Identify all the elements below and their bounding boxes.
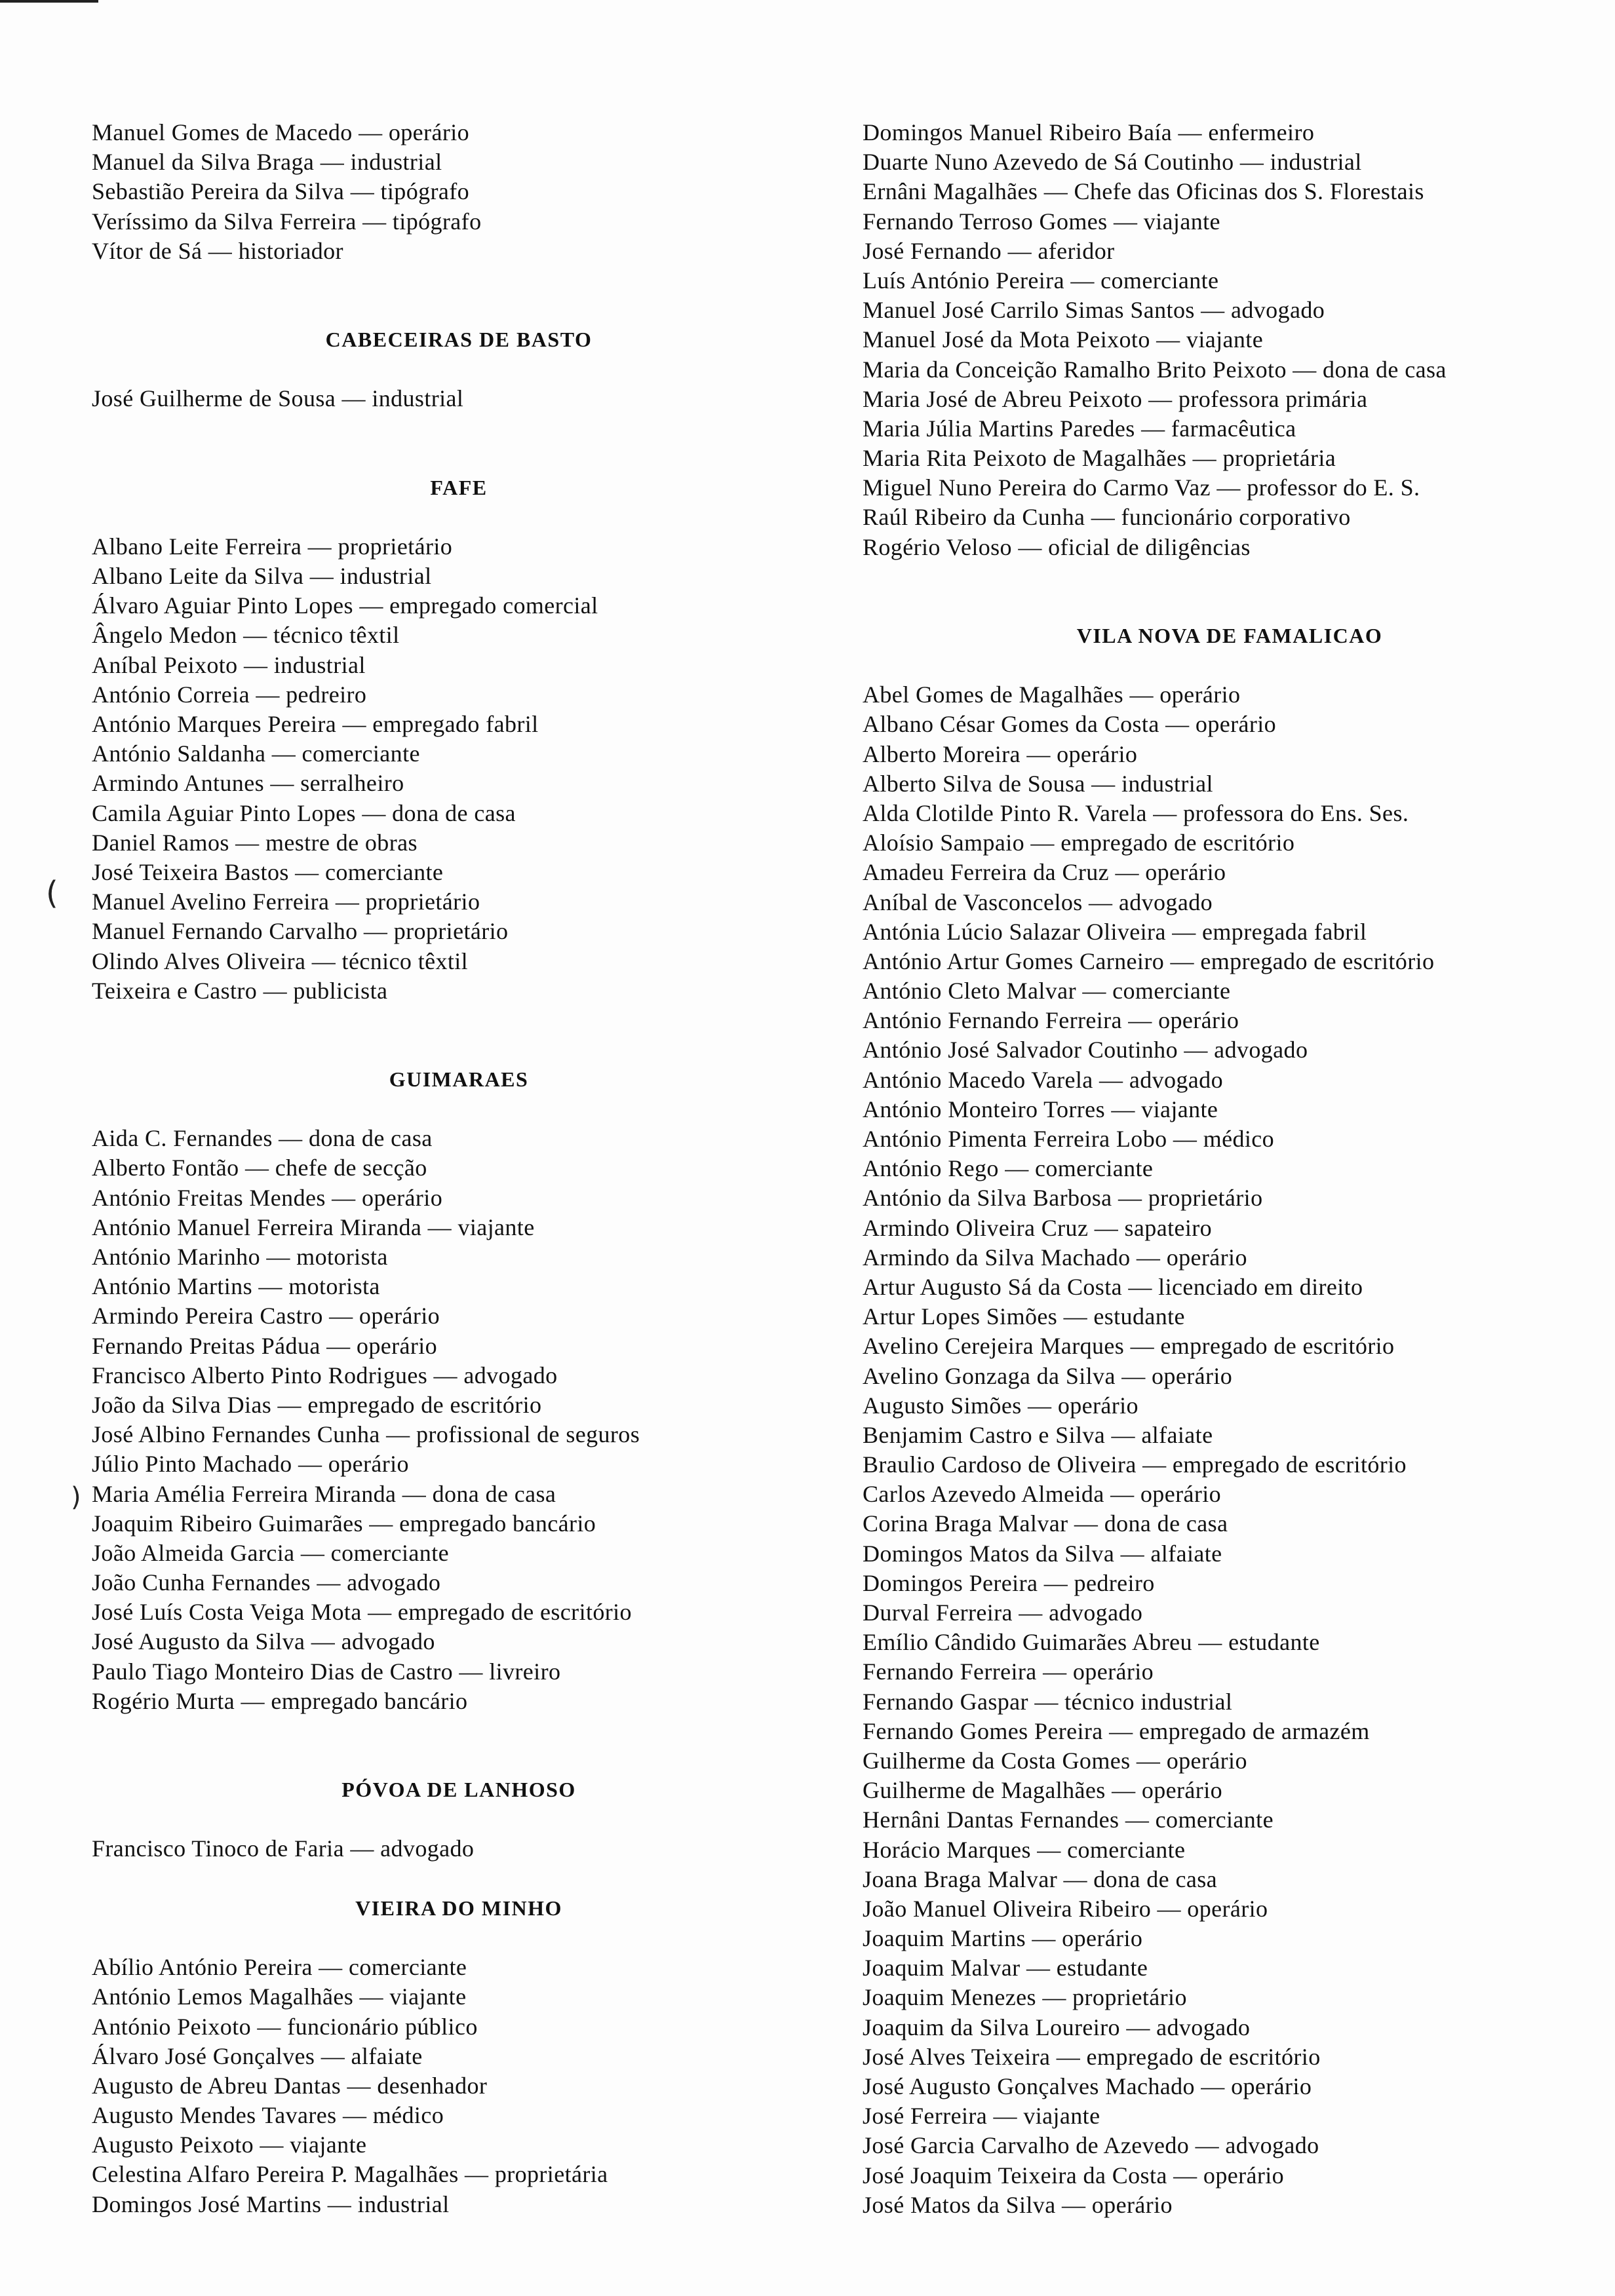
- list-item: Armindo Pereira Castro — operário: [92, 1303, 440, 1330]
- list-item: Fernando Preitas Pádua — operário: [92, 1332, 438, 1359]
- list-item: Fernando Gaspar — técnico industrial: [863, 1688, 1233, 1715]
- list-item: Francisco Tinoco de Faria — advogado: [92, 1835, 475, 1862]
- list-item: João da Silva Dias — empregado de escritório: [92, 1391, 542, 1418]
- list-item: João Cunha Fernandes — advogado: [92, 1569, 441, 1596]
- list-item: Domingos Pereira — pedreiro: [863, 1569, 1155, 1596]
- list-item: Manuel Gomes de Macedo — operário: [92, 119, 470, 145]
- list-item: Aníbal Peixoto — industrial: [92, 651, 366, 678]
- handwritten-tick-mark: ): [71, 1482, 81, 1512]
- list-item: Armindo da Silva Machado — operário: [863, 1244, 1247, 1271]
- list-item: Braulio Cardoso de Oliveira — empregado de escritório: [863, 1451, 1407, 1478]
- list-item: Miguel Nuno Pereira do Carmo Vaz — professor do E. S.: [863, 474, 1420, 501]
- list-item: Manuel da Silva Braga — industrial: [92, 149, 442, 176]
- handwritten-bracket-mark: (: [46, 875, 58, 911]
- list-item: Manuel José Carrilo Simas Santos — advogado: [863, 297, 1325, 324]
- list-item: Joaquim Menezes — proprietário: [863, 1984, 1187, 2011]
- list-item: Amadeu Ferreira da Cruz — operário: [863, 859, 1226, 886]
- list-item: Joaquim Ribeiro Guimarães — empregado bancário: [92, 1510, 596, 1537]
- list-item: Augusto Mendes Tavares — médico: [92, 2102, 444, 2129]
- list-item: António Correia — pedreiro: [92, 681, 367, 708]
- list-item: Albano Leite Ferreira — proprietário: [92, 533, 453, 560]
- list-item: Rogério Veloso — oficial de diligências: [863, 533, 1251, 560]
- list-item: Avelino Gonzaga da Silva — operário: [863, 1362, 1233, 1389]
- famalicao-list: [863, 680, 1597, 2220]
- list-item: António Martins — motorista: [92, 1273, 380, 1300]
- list-item: Emílio Cândido Guimarães Abreu — estudante: [863, 1629, 1320, 1656]
- list-item: Durval Ferreira — advogado: [863, 1599, 1143, 1626]
- list-item: Abílio António Pereira — comerciante: [92, 1954, 467, 1981]
- list-item: António Manuel Ferreira Miranda — viajante: [92, 1214, 535, 1240]
- list-item: Celestina Alfaro Pereira P. Magalhães — proprietária: [92, 2161, 608, 2188]
- list-item: Manuel José da Mota Peixoto — viajante: [863, 326, 1264, 353]
- list-item: Fernando Terroso Gomes — viajante: [863, 208, 1220, 235]
- list-item: Hernâni Dantas Fernandes — comerciante: [863, 1807, 1274, 1833]
- list-item: Alberto Fontão — chefe de secção: [92, 1155, 427, 1181]
- list-item: Olindo Alves Oliveira — técnico têxtil: [92, 947, 469, 974]
- list-item: Álvaro Aguiar Pinto Lopes — empregado comercial: [92, 592, 598, 619]
- list-item: Armindo Oliveira Cruz — sapateiro: [863, 1214, 1213, 1241]
- list-item: Antónia Lúcio Salazar Oliveira — empregada fabril: [863, 918, 1367, 945]
- list-item: José Fernando — aferidor: [863, 237, 1115, 264]
- list-item: António Fernando Ferreira — operário: [863, 1007, 1239, 1034]
- fafe-list: [92, 532, 826, 1006]
- section-heading-famalicao: VILA NOVA DE FAMALICAO: [1076, 623, 1383, 647]
- list-item: António Monteiro Torres — viajante: [863, 1096, 1218, 1122]
- list-item: Carlos Azevedo Almeida — operário: [863, 1481, 1222, 1508]
- intro-list: [92, 118, 826, 266]
- list-item: Artur Augusto Sá da Costa — licenciado em direito: [863, 1273, 1363, 1300]
- list-item: António Lemos Magalhães — viajante: [92, 1983, 467, 2010]
- list-item: António Freitas Mendes — operário: [92, 1184, 443, 1211]
- list-item: Avelino Cerejeira Marques — empregado de escritório: [863, 1333, 1395, 1360]
- list-item: António Artur Gomes Carneiro — empregado de escritório: [863, 947, 1435, 974]
- list-item: Vítor de Sá — historiador: [92, 237, 343, 264]
- section-heading-guimaraes: GUIMARAES: [389, 1067, 529, 1091]
- list-item: Augusto Peixoto — viajante: [92, 2132, 367, 2158]
- list-item: Daniel Ramos — mestre de obras: [92, 829, 418, 856]
- list-item: António da Silva Barbosa — proprietário: [863, 1185, 1263, 1212]
- list-item: António Marinho — motorista: [92, 1244, 388, 1270]
- list-item: Maria Júlia Martins Paredes — farmacêutica: [863, 415, 1296, 442]
- list-item: José Alves Teixeira — empregado de escritório: [863, 2043, 1321, 2070]
- list-item: Sebastião Pereira da Silva — tipógrafo: [92, 178, 470, 205]
- vieira-list: [92, 1953, 826, 2219]
- list-item: Joaquim Martins — operário: [863, 1925, 1143, 1952]
- list-item: José Garcia Carvalho de Azevedo — advogado: [863, 2132, 1319, 2159]
- list-item: Domingos Matos da Silva — alfaiate: [863, 1540, 1222, 1567]
- list-item: Álvaro José Gonçalves — alfaiate: [92, 2042, 423, 2069]
- list-item: Júlio Pinto Machado — operário: [92, 1451, 409, 1478]
- list-item: António Peixoto — funcionário público: [92, 2013, 478, 2040]
- list-item: Joaquim da Silva Loureiro — advogado: [863, 2014, 1251, 2040]
- list-item: Ângelo Medon — técnico têxtil: [92, 622, 400, 649]
- list-item: Rogério Murta — empregado bancário: [92, 1687, 468, 1714]
- list-item: Maria Amélia Ferreira Miranda — dona de casa: [92, 1480, 556, 1507]
- list-item: Guilherme da Costa Gomes — operário: [863, 1747, 1247, 1774]
- list-item: Domingos Manuel Ribeiro Baía — enfermeiro: [863, 119, 1315, 145]
- list-item: Veríssimo da Silva Ferreira — tipógrafo: [92, 208, 482, 235]
- list-item: Fernando Gomes Pereira — empregado de armazém: [863, 1717, 1370, 1744]
- list-item: Albano César Gomes da Costa — operário: [863, 711, 1277, 738]
- section-heading-fafe: FAFE: [430, 475, 488, 499]
- list-item: António Cleto Malvar — comerciante: [863, 978, 1231, 1004]
- list-item: José Augusto da Silva — advogado: [92, 1628, 435, 1655]
- list-item: Maria da Conceição Ramalho Brito Peixoto — dona de casa: [863, 356, 1447, 383]
- list-item: José Ferreira — viajante: [863, 2103, 1100, 2130]
- list-item: Maria Rita Peixoto de Magalhães — proprietária: [863, 445, 1336, 472]
- list-item: Albano Leite da Silva — industrial: [92, 563, 432, 590]
- list-item: Aníbal de Vasconcelos — advogado: [863, 889, 1213, 915]
- list-item: Domingos José Martins — industrial: [92, 2191, 450, 2217]
- list-item: João Almeida Garcia — comerciante: [92, 1539, 449, 1566]
- top-rule: [0, 0, 98, 3]
- list-item: Ernâni Magalhães — Chefe das Oficinas dos S. Florestais: [863, 178, 1424, 205]
- guimaraes-list: [92, 1124, 826, 1716]
- list-item: António José Salvador Coutinho — advogado: [863, 1037, 1308, 1063]
- list-item: Manuel Avelino Ferreira — proprietário: [92, 889, 480, 915]
- list-item: Fernando Ferreira — operário: [863, 1658, 1154, 1685]
- list-item: Francisco Alberto Pinto Rodrigues — advogado: [92, 1362, 558, 1388]
- list-item: Alberto Moreira — operário: [863, 740, 1138, 767]
- list-item: Armindo Antunes — serralheiro: [92, 770, 404, 797]
- intro-list: [863, 118, 1597, 562]
- list-item: Manuel Fernando Carvalho — proprietário: [92, 918, 509, 945]
- list-item: Alda Clotilde Pinto R. Varela — professora do Ens. Ses.: [863, 799, 1409, 826]
- list-item: Luís António Pereira — comerciante: [863, 267, 1219, 294]
- list-item: António Macedo Varela — advogado: [863, 1066, 1223, 1093]
- list-item: António Saldanha — comerciante: [92, 740, 420, 767]
- list-item: Benjamim Castro e Silva — alfaiate: [863, 1421, 1213, 1448]
- section-heading-vieira: VIEIRA DO MINHO: [355, 1896, 562, 1920]
- list-item: António Marques Pereira — empregado fabril: [92, 711, 539, 737]
- list-item: António Rego — comerciante: [863, 1155, 1154, 1182]
- list-item: José Guilherme de Sousa — industrial: [92, 385, 464, 412]
- list-item: José Augusto Gonçalves Machado — operário: [863, 2073, 1312, 2099]
- list-item: Aloísio Sampaio — empregado de escritório: [863, 830, 1295, 856]
- list-item: Maria José de Abreu Peixoto — professora primária: [863, 385, 1368, 412]
- list-item: Raúl Ribeiro da Cunha — funcionário corporativo: [863, 504, 1351, 531]
- list-item: Augusto de Abreu Dantas — desenhador: [92, 2072, 488, 2099]
- list-item: António Pimenta Ferreira Lobo — médico: [863, 1126, 1275, 1152]
- list-item: José Luís Costa Veiga Mota — empregado de escritório: [92, 1599, 632, 1626]
- list-item: Augusto Simões — operário: [863, 1392, 1138, 1419]
- list-item: Guilherme de Magalhães — operário: [863, 1777, 1222, 1804]
- section-heading-povoa: PÓVOA DE LANHOSO: [341, 1778, 576, 1801]
- right-column: [863, 118, 1597, 2220]
- list-item: Duarte Nuno Azevedo de Sá Coutinho — industrial: [863, 149, 1362, 176]
- list-item: Alberto Silva de Sousa — industrial: [863, 770, 1213, 797]
- left-column: [92, 118, 826, 2219]
- list-item: Aida C. Fernandes — dona de casa: [92, 1125, 433, 1152]
- list-item: Joana Braga Malvar — dona de casa: [863, 1866, 1217, 1892]
- list-item: Joaquim Malvar — estudante: [863, 1955, 1148, 1981]
- list-item: Horácio Marques — comerciante: [863, 1836, 1186, 1863]
- list-item: Abel Gomes de Magalhães — operário: [863, 681, 1241, 708]
- list-item: José Joaquim Teixeira da Costa — operário: [863, 2162, 1285, 2189]
- section-heading-cabeceiras: CABECEIRAS DE BASTO: [325, 327, 593, 351]
- list-item: José Albino Fernandes Cunha — profissional de seguros: [92, 1421, 640, 1448]
- list-item: Teixeira e Castro — publicista: [92, 977, 388, 1004]
- list-item: Paulo Tiago Monteiro Dias de Castro — livreiro: [92, 1658, 561, 1685]
- list-item: João Manuel Oliveira Ribeiro — operário: [863, 1895, 1268, 1922]
- list-item: José Teixeira Bastos — comerciante: [92, 858, 444, 885]
- list-item: Camila Aguiar Pinto Lopes — dona de casa: [92, 799, 516, 826]
- list-item: José Matos da Silva — operário: [863, 2191, 1173, 2218]
- list-item: Artur Lopes Simões — estudante: [863, 1303, 1185, 1330]
- list-item: Corina Braga Malvar — dona de casa: [863, 1510, 1228, 1537]
